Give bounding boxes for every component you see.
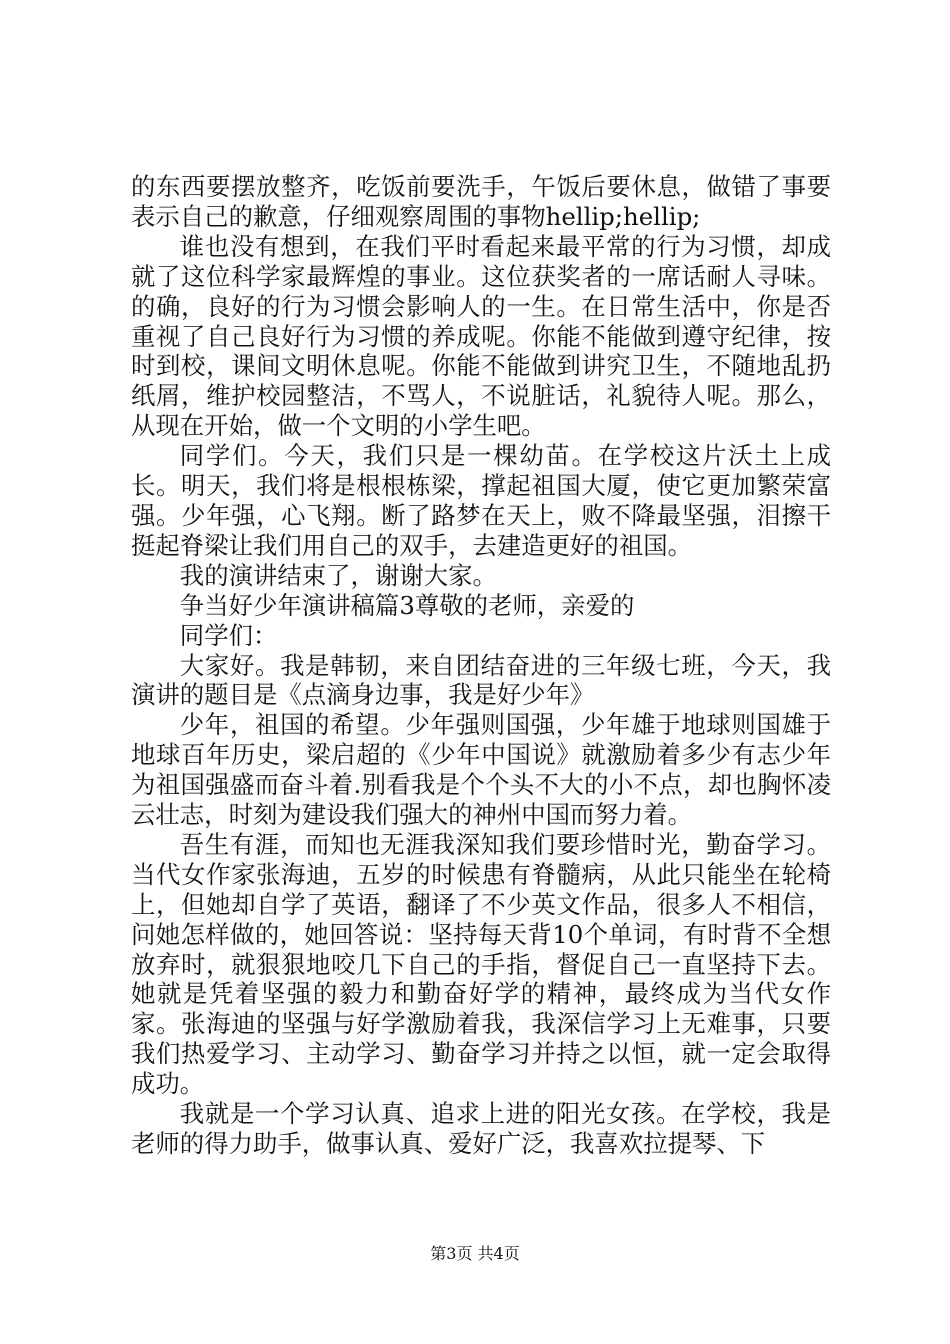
paragraph-7: 大家好。我是韩韧，来自团结奋进的三年级七班，今天，我演讲的题目是《点滴身边事，我是好少年》 bbox=[131, 650, 831, 710]
page-footer bbox=[0, 1244, 950, 1264]
paragraph-3: 同学们。今天，我们只是一棵幼苗。在学校这片沃土上成长。明天，我们将是根根栋梁，撑起祖国大厦，使它更加繁荣富强。少年强，心飞翔。断了路梦在天上，败不降最坚强，泪擦干挺起脊梁让我们用自己的双手，去建造更好的祖国。 bbox=[131, 441, 831, 560]
paragraph-8: 少年，祖国的希望。少年强则国强，少年雄于地球则国雄于地球百年历史，梁启超的《少年中国说》就激励着多少有志少年为祖国强盛而奋斗着.别看我是个个头不大的小不点，却也胸怀凌云壮志，时刻为建设我们强大的神州中国而努力着。 bbox=[131, 710, 831, 830]
page-number-label: 第3页 共4页 bbox=[430, 1244, 520, 1263]
document-body bbox=[131, 172, 831, 1159]
paragraph-1: 的东西要摆放整齐，吃饭前要洗手，午饭后要休息，做错了事要表示自己的歉意，仔细观察周围的事物hellip;hellip; bbox=[131, 172, 831, 231]
paragraph-4: 我的演讲结束了，谢谢大家。 bbox=[179, 560, 497, 590]
paragraph-10: 我就是一个学习认真、追求上进的阳光女孩。在学校，我是老师的得力助手，做事认真、爱好广泛，我喜欢拉提琴、下 bbox=[131, 1099, 831, 1158]
paragraph-2: 谁也没有想到，在我们平时看起来最平常的行为习惯，却成就了这位科学家最辉煌的事业。这位获奖者的一席话耐人寻味。的确，良好的行为习惯会影响人的一生。在日常生活中，你是否重视了自己良好行为习惯的养成呢。你能不能做到遵守纪律，按时到校，课间文明休息呢。你能不能做到讲究卫生，不随地乱扔纸屑，维护校园整洁，不骂人，不说脏话，礼貌待人呢。那么，从现在开始，做一个文明的小学生吧。 bbox=[131, 231, 831, 441]
paragraph-6: 同学们： bbox=[179, 620, 278, 650]
paragraph-5: 争当好少年演讲稿篇3尊敬的老师，亲爱的 bbox=[179, 590, 635, 620]
paragraph-9: 吾生有涯，而知也无涯我深知我们要珍惜时光，勤奋学习。当代女作家张海迪，五岁的时候患有脊髓病，从此只能坐在轮椅上，但她却自学了英语，翻译了不少英文作品，很多人不相信，问她怎样做的，她回答说：坚持每天背10个单词，有时背不全想放弃时，就狠狠地咬几下自己的手指，督促自己一直坚持下去。她就是凭着坚强的毅力和勤奋好学的精神，最终成为当代女作家。张海迪的坚强与好学激励着我，我深信学习上无难事，只要我们热爱学习、主动学习、勤奋学习并持之以恒，就一定会取得成功。 bbox=[131, 829, 831, 1099]
